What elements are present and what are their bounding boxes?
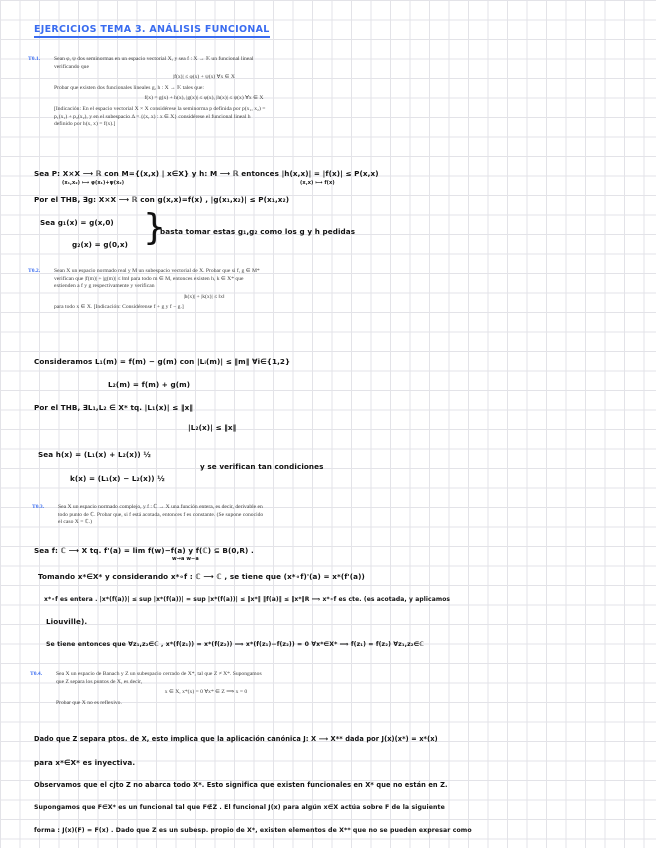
ex1-equation: f(x) = g(x) + h(x), |g(x)| ≤ φ(x), |h(x)| ≤ ψ(x) ∀x ∈ X [144,95,264,102]
answer-1-subscript: (x₁,x₂) ⟼ φ(x₁)+ψ(x₂) [62,180,125,186]
answer-1-line: Por el THB, ∃g: X×X ⟶ ℝ con g(x,x)=f(x) , |g(x₁,x₂)| ≤ P(x₁,x₂) [34,195,290,204]
answer-2-line: Sea h(x) = (L₁(x) + L₂(x)) ½ [38,450,151,459]
answer-1-line: Sea g₁(x) = g(x,0) [40,218,114,227]
answer-4-line: forma : J(x)(F) = F(x) . Dado que Z es un subesp. propio de X*, existen elementos de X** que no se pueden expresar como [34,827,472,834]
ex2-line: extienden a f y g respectivamente y verifican [54,283,155,290]
answer-3-line: Se tiene entonces que ∀z₁,z₂∈ℂ , x*(f(z₁)) = x*(f(z₂)) ⟹ x*(f(z₁)−f(z₂)) = 0 ∀x*∈X* ⟹ f(z₁) = f(z₂) ∀z₁,z₂∈ℂ [46,641,424,648]
ex4-equation: x ∈ X, x*(x) = 0 ∀x* ∈ Z ⟹ x = 0 [164,689,248,696]
exercise-3-number: T0.3. [32,504,45,510]
ex1-equation: |f(x)| ≤ φ(x) + ψ(x) ∀x ∈ X [173,74,235,81]
ex4-line: Probar que X no es reflexivo. [56,699,122,706]
ex1-line: verificando que [54,63,89,70]
exercise-4-statement [30,671,356,710]
answer-4-line: Supongamos que F∈X* es un funcional tal que F∉Z . El funcional J(x) para algún x∈X actúa sobre F de la siguiente [34,804,445,811]
answer-2-line: y se verifican tan condiciones [200,462,324,471]
ex1-hint: p₁(x₁) + p₂(x₂), y en el subespacio Δ = {(x, x) : x ∈ X} considérese el funcional lineal h [54,113,251,120]
ex1-hint: definido por h(x, x) = f(x).] [54,121,116,128]
answer-1-line: g₂(x) = g(0,x) [72,240,129,249]
page-title: EJERCICIOS TEMA 3. ANÁLISIS FUNCIONAL [34,24,270,38]
ex4-line: que Z separa los puntos de X, es decir, [56,678,143,685]
ex4-line: Sea X un espacio de Banach y Z un subespacio cerrado de X*, tal que Z ≠ X*. Supongamos [56,671,262,677]
exercise-1-number: T0.1. [28,56,41,62]
answer-4-line: para x*∈X* es inyectiva. [34,758,136,767]
exercise-4-number: T0.4. [30,671,43,677]
exercise-2-statement [28,268,354,315]
answer-2-line: Por el THB, ∃L₁,L₂ ∈ X* tq. |L₁(x)| ≤ ‖x‖ [34,403,194,412]
ex2-line: verifican que |f(m)| + |g(m)| ≤ ‖m‖ para todo m ∈ M, entonces existen h, k ∈ X* que [54,275,244,282]
answer-2-line: L₂(m) = f(m) + g(m) [108,380,191,389]
answer-2-line: Consideramos L₁(m) = f(m) − g(m) con |Lᵢ(m)| ≤ ‖m‖ ∀i∈{1,2} [34,357,291,366]
exercise-3-statement [32,504,358,530]
answer-4-line: Dado que Z separa ptos. de X, esto implica que la aplicación canónica J: X ⟶ X** dada por J(x)(x*) = x*(x) [34,735,438,743]
answer-1-line: Sea P: X×X ⟶ ℝ con M={(x,x) | x∈X} y h: M ⟶ ℝ entonces |h(x,x)| = |f(x)| ≤ P(x,x) [34,169,379,178]
ex1-hint: [Indicación: En el espacio vectorial X × X considérese la seminorma p definida por p(x₁, x₂) = [54,105,266,112]
answer-3-subscript: w→a w−a [172,556,199,562]
ex2-line: para todo x ∈ X. [Indicación: Considérense f + g y f − g.] [54,304,184,311]
answer-3-line: Liouville). [46,617,88,626]
curly-brace-icon: } [143,207,166,248]
ex2-equation: |h(x)| + |k(x)| ≤ ‖x‖ [183,293,225,300]
answer-2-line: |L₂(x)| ≤ ‖x‖ [188,423,237,432]
answer-3-line: Tomando x*∈X* y considerando x*∘f : ℂ ⟶ ℂ , se tiene que (x*∘f)'(a) = x*(f'(a)) [38,572,365,581]
ex3-line: Sea X un espacio normado complejo, y f : ℂ → X una función entera, es decir, derivable en [58,504,263,510]
ex3-line: el caso X = ℂ.) [58,519,92,526]
ex1-line: Sean φ, ψ dos seminormas en un espacio vectorial X, y sea f : X → 𝕂 un funcional lineal [54,56,254,62]
answer-3-line: x*∘f es entera . |x*(f(a))| ≤ sup |x*(f(a))| = sup |x*(f(a))| ≤ ‖x*‖ ‖f(a)‖ ≤ ‖x*‖R ⟹ x*∘f es cte. (es acotada, y aplicamos [44,596,451,603]
answer-1-subscript: (x,x) ⟼ f(x) [300,180,335,186]
ex2-line: Sean X un espacio normado real y M un subespacio vectorial de X. Probar que si f, g ∈ M* [54,268,260,274]
ex3-line: todo punto de ℂ. Probar que, si f está acotada, entonces f es constante. (Se supone conocido [58,511,264,518]
answer-2-line: k(x) = (L₁(x) − L₂(x)) ½ [70,474,165,483]
answer-4-line: Observamos que el cjto Z no abarca todo X*. Esto significa que existen funcionales en X* que no están en Z. [34,781,448,789]
exercise-2-number: T0.2. [28,268,41,274]
answer-3-line: Sea f: ℂ ⟶ X tq. f'(a) = lim f(w)−f(a) y f(ℂ) ⊆ B(0,R) . [34,546,254,555]
ex1-line: Probar que existen dos funcionales lineales g, h : X → 𝕂 tales que: [54,84,204,91]
answer-1-line: basta tomar estas g₁,g₂ como los g y h pedidas [160,227,356,236]
exercise-1-statement [28,56,354,132]
